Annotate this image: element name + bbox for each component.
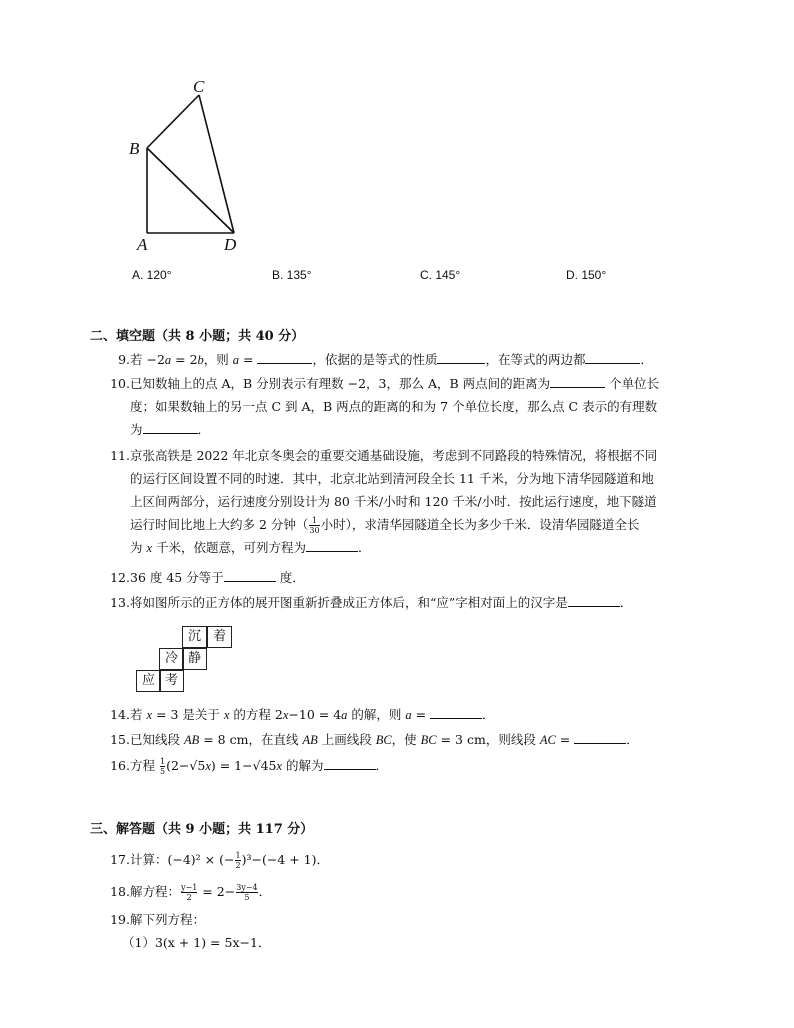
question-13: 13.将如图所示的正方体的展开图重新折叠成正方体后，和“应”字相对面上的汉字是 ． [110,595,633,610]
cube-face: 着 [207,626,232,648]
segment-cd [199,95,234,233]
cube-face: 考 [159,670,184,692]
answer-blank[interactable] [574,731,626,744]
answer-blank[interactable] [306,539,358,552]
answer-blank[interactable] [143,421,198,434]
answer-blank[interactable] [437,351,485,364]
label-b: B [129,139,140,158]
label-a: A [137,235,148,254]
question-11: 11.京张高铁是 2022 年北京冬奥会的重要交通基础设施，考虑到不同路段的特殊情况，将根据不同 的运行区间设置不同的时速．其中，北京北站到清河段全长 11 千米，分为地下清华园隧道和地 上区间两部分，运行速度分别设计为 80 千米/小时和 120 千米/小时．按此运行速度，地下隧道 运行时间比地上大约多 2 分钟（ $\frac{1}{30}$ 小时），求清华园隧道全长为多少千米．设清华园隧道全长 为 x 千米，依题意，可列方程为 ． [110,448,658,555]
choice-b: B. 135° [272,268,312,282]
choice-c: C. 145° [420,268,461,282]
question-number: 9. [118,352,130,367]
choice-d: D. 150° [566,268,607,282]
cube-face: 沉 [182,626,207,648]
answer-blank[interactable] [568,594,620,607]
section-solve-title: 三、解答题（共 9 小题；共 117 分） [90,822,314,837]
cube-face: 应 [136,670,161,692]
answer-blank[interactable] [585,351,640,364]
choice-a: A. 120° [132,268,172,282]
answer-blank[interactable] [430,706,482,719]
question-12: 12.36 度 45 分等于 度． [110,570,305,585]
question-15: 15.已知线段 AB = 8 cm，在直线 AB 上画线段 BC，使 BC = 3 cm，则线段 AC = ． [110,732,639,747]
section-fill-in-title: 二、填空题（共 8 小题；共 40 分） [90,329,305,344]
cube-face: 冷 [159,648,184,670]
answer-blank[interactable] [224,569,276,582]
question-9: 9.若 −2a = 2b，则 a = ，依据的是等式的性质 ，在等式的两边都 ． [100,348,653,372]
question-17: 17.计算：(−4)² × (− $\frac{1}{2}$ )³−(−4 + 1)． [110,851,329,870]
segment-bd [147,148,234,233]
question-18: 18.解方程： $\frac{y-1}{2}$ = 2− $\frac{3y-4}{5}$ ． [110,883,272,902]
answer-blank[interactable] [550,375,605,388]
answer-blank[interactable] [257,351,312,364]
geometry-figure [120,70,270,255]
cube-face: 静 [182,648,207,670]
label-c: C [193,77,205,96]
label-d: D [224,235,237,254]
question-10: 10.已知数轴上的点 A，B 分别表示有理数 −2，3，那么 A，B 两点间的距离为 个单位长 度；如果数轴上的另一点 C 到 A，B 两点的距离的和为 7 个单位长度，那么点 C 表示的有理数 为 ． [110,376,660,437]
answer-blank[interactable] [324,757,376,770]
question-16: 16.方程 $\frac{1}{5}$ (2−√5x) = 1−√45x 的解为 ． [110,757,389,776]
segment-bc [147,95,199,148]
question-14: 14.若 x = 3 是关于 x 的方程 2x−10 = 4a 的解，则 a = ． [110,707,495,722]
question-19: 19.解下列方程： （1）3(x + 1) = 5x−1． [110,912,271,950]
